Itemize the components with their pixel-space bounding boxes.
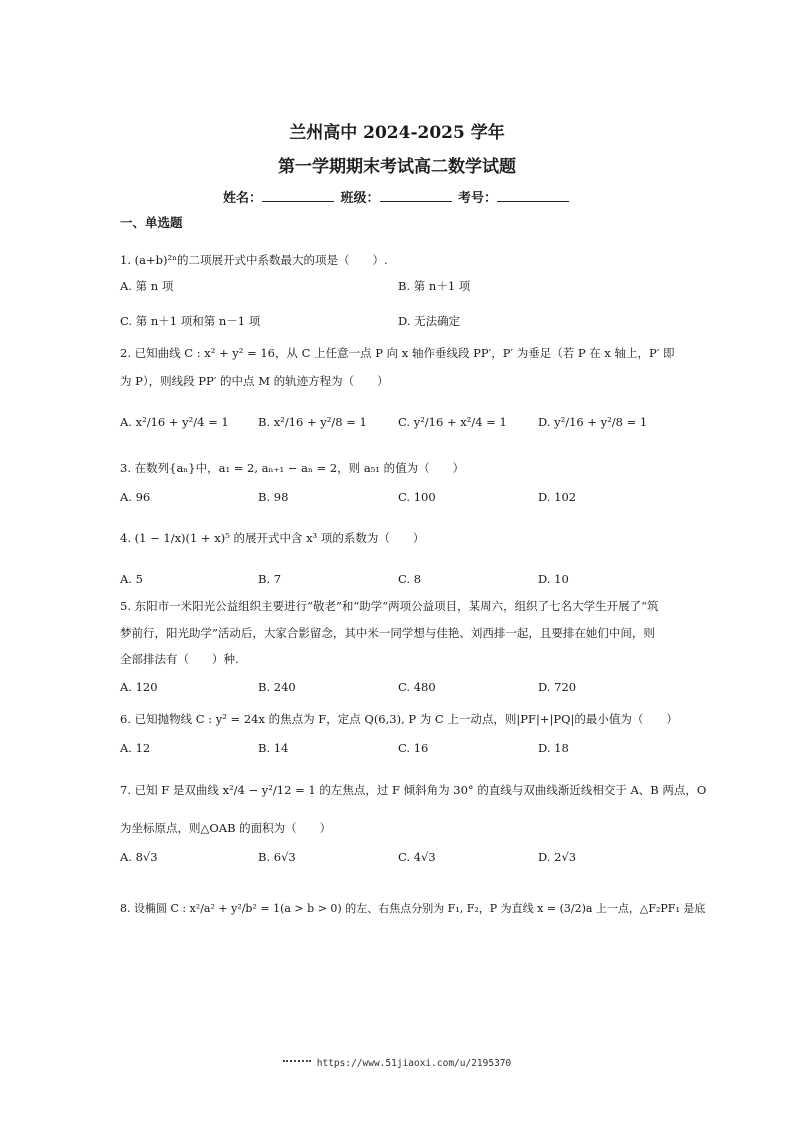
q4-option-b: B. 7 (258, 572, 282, 586)
q2-option-b: B. x²/16 + y²/8 = 1 (258, 415, 367, 429)
q5-option-c: C. 480 (398, 680, 436, 694)
question-4: 4. (1 − 1/x)(1 + x)⁵ 的展开式中含 x³ 项的系数为（ ） (120, 531, 425, 545)
q4-option-d: D. 10 (538, 572, 569, 586)
exam-subtitle: 第一学期期末考试高二数学试题 (278, 157, 516, 177)
footer-url[interactable]: https://www.51jiaoxi.com/u/2195370 (316, 1058, 512, 1069)
q2-option-a: A. x²/16 + y²/4 = 1 (120, 415, 229, 429)
exam-title: 兰州高中 2024-2025 学年 (289, 123, 505, 143)
q4-option-a: A. 5 (120, 572, 143, 586)
class-blank[interactable] (380, 189, 452, 202)
question-8: 8. 设椭圆 C : x²/a² + y²/b² = 1(a > b > 0) 的左、右焦点分别为 F₁, F₂，P 为直线 x = (3/2)a 上一点，△F₂PF₁ 是底 (120, 902, 706, 915)
question-7: 7. 已知 F 是双曲线 x²/4 − y²/12 = 1 的左焦点，过 F 倾斜角为 30° 的直线与双曲线渐近线相交于 A、B 两点，O (120, 783, 707, 797)
q3-option-c: C. 100 (398, 490, 436, 504)
id-blank[interactable] (497, 189, 569, 202)
question-5-line2: 梦前行，阳光助学”活动后，大家合影留念，其中米一同学想与佳艳、刘西排一起，且要排在她们中间，则 (120, 626, 655, 640)
q6-option-b: B. 14 (258, 741, 289, 755)
student-info-line (0, 187, 794, 206)
q1-option-a: A. 第 n 项 (120, 279, 174, 293)
question-2: 2. 已知曲线 C : x² + y² = 16，从 C 上任意一点 P 向 x 轴作垂线段 PP′，P′ 为垂足（若 P 在 x 轴上，P′ 即 (120, 346, 675, 360)
q7-option-c: C. 4√3 (398, 850, 436, 864)
name-blank[interactable] (262, 189, 334, 202)
q6-option-a: A. 12 (120, 741, 151, 755)
q4-option-c: C. 8 (398, 572, 422, 586)
q2-option-c: C. y²/16 + x²/4 = 1 (398, 415, 507, 429)
question-5-line3: 全部排法有（ ）种. (120, 652, 239, 666)
q6-option-c: C. 16 (398, 741, 429, 755)
question-1: 1. (a+b)²ⁿ的二项展开式中系数最大的项是（ ）. (120, 253, 388, 267)
q3-option-d: D. 102 (538, 490, 577, 504)
question-3: 3. 在数列{aₙ}中，a₁ = 2, aₙ₊₁ − aₙ = 2，则 a₅₁ 的值为（ ） (120, 461, 465, 475)
q5-option-b: B. 240 (258, 680, 296, 694)
q3-option-a: A. 96 (120, 490, 151, 504)
question-2-line2: 为 P），则线段 PP′ 的中点 M 的轨迹方程为（ ） (120, 374, 389, 388)
q1-option-d: D. 无法确定 (398, 314, 461, 328)
q6-option-d: D. 18 (538, 741, 569, 755)
q7-option-d: D. 2√3 (538, 850, 577, 864)
footer (0, 1058, 794, 1069)
class-label: 班级： (340, 191, 380, 206)
q2-option-d: D. y²/16 + y²/8 = 1 (538, 415, 648, 429)
q5-option-a: A. 120 (120, 680, 158, 694)
question-6: 6. 已知抛物线 C : y² = 24x 的焦点为 F，定点 Q(6,3), P 为 C 上一动点，则|PF|+|PQ|的最小值为（ ） (120, 712, 678, 726)
q7-option-a: A. 8√3 (120, 850, 158, 864)
name-label: 姓名： (222, 191, 262, 206)
q3-option-b: B. 98 (258, 490, 289, 504)
watermark-logo-icon (283, 1060, 311, 1068)
q1-option-b: B. 第 n＋1 项 (398, 279, 471, 293)
q5-option-d: D. 720 (538, 680, 577, 694)
q7-option-b: B. 6√3 (258, 850, 296, 864)
question-5: 5. 东阳市一米阳光公益组织主要进行“敬老”和“助学”两项公益项目，某周六，组织了七名大学生开展了“筑 (120, 599, 659, 613)
id-label: 考号： (458, 191, 498, 206)
section-heading: 一、单选题 (120, 215, 183, 230)
question-7-line2: 为坐标原点，则△OAB 的面积为（ ） (120, 821, 332, 835)
q1-option-c: C. 第 n＋1 项和第 n－1 项 (120, 314, 261, 328)
